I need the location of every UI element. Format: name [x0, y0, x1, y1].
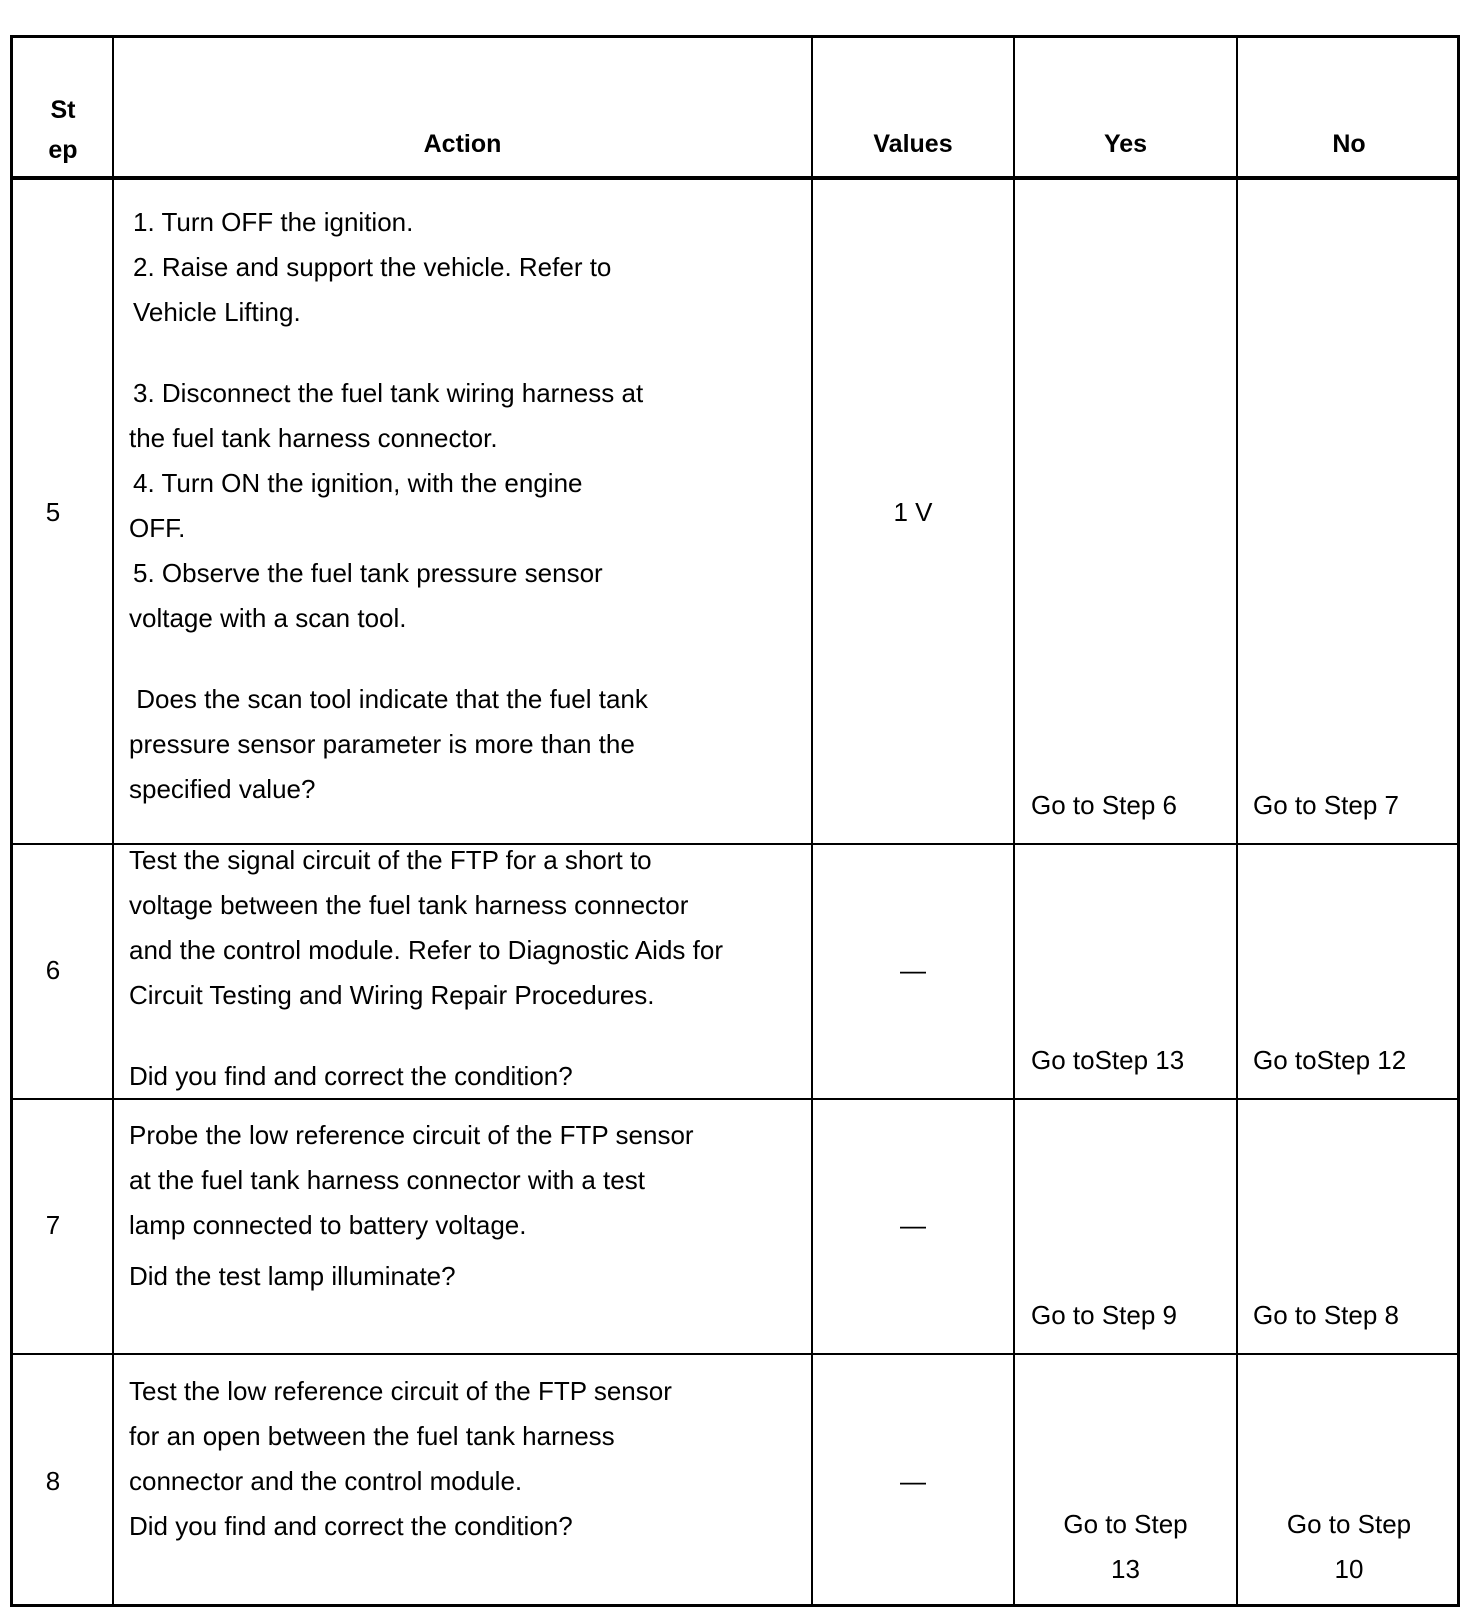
row-divider — [10, 1353, 1460, 1355]
action-text: Test the signal circuit of the FTP for a short to voltage between the fuel tank harness connector and the control module. Refer to Diagnostic Aids for Circuit Testing and Wiring Repair Procedures. Did you find and correct the condition? — [129, 845, 723, 1091]
column-divider — [112, 35, 114, 1607]
yes-result: Go to Step 13 — [1063, 1509, 1188, 1584]
column-divider — [811, 35, 813, 1607]
value-dash: — — [900, 1466, 926, 1496]
no-result: Go to Step 10 — [1286, 1509, 1412, 1584]
no-result: Go toStep 12 — [1253, 1045, 1407, 1075]
header-no: No — [1332, 130, 1366, 158]
step-number: 5 — [45, 497, 61, 527]
action-text: 1. Turn OFF the ignition. 2. Raise and support the vehicle. Refer to Vehicle Lifting. 3. Disconnect the fuel tank wiring harness at the fuel tank harness connector. 4. Turn ON the ignition, with the engine OFF. 5. Observe the fuel tank pressure sensor voltage with a scan tool. Does the scan tool indicate that the fuel tank pressure sensor parameter is more than the specified value? — [129, 207, 648, 804]
step-number: 6 — [45, 955, 61, 985]
column-divider — [1013, 35, 1015, 1607]
step-number: 8 — [45, 1466, 61, 1496]
column-divider — [1236, 35, 1238, 1607]
value-dash: — — [900, 1210, 926, 1240]
yes-result: Go to Step 6 — [1031, 790, 1177, 820]
step-number: 7 — [45, 1210, 61, 1240]
action-text: Test the low reference circuit of the FTP sensor for an open between the fuel tank harness connector and the control module. Did you find and correct the condition? — [129, 1376, 672, 1541]
value-dash: — — [900, 955, 926, 985]
action-text: Probe the low reference circuit of the FTP sensor at the fuel tank harness connector with a test lamp connected to battery voltage. Did the test lamp illuminate? — [129, 1120, 694, 1291]
header-action: Action — [423, 130, 502, 158]
header-divider — [10, 176, 1460, 180]
yes-result: Go toStep 13 — [1031, 1045, 1185, 1075]
no-result: Go to Step 7 — [1253, 790, 1399, 820]
yes-result: Go to Step 9 — [1031, 1300, 1177, 1330]
header-values: Values — [873, 130, 953, 158]
value-text: 1 V — [893, 497, 933, 527]
header-yes: Yes — [1103, 130, 1148, 158]
no-result: Go to Step 8 — [1253, 1300, 1399, 1330]
header-step: St ep — [48, 96, 78, 164]
